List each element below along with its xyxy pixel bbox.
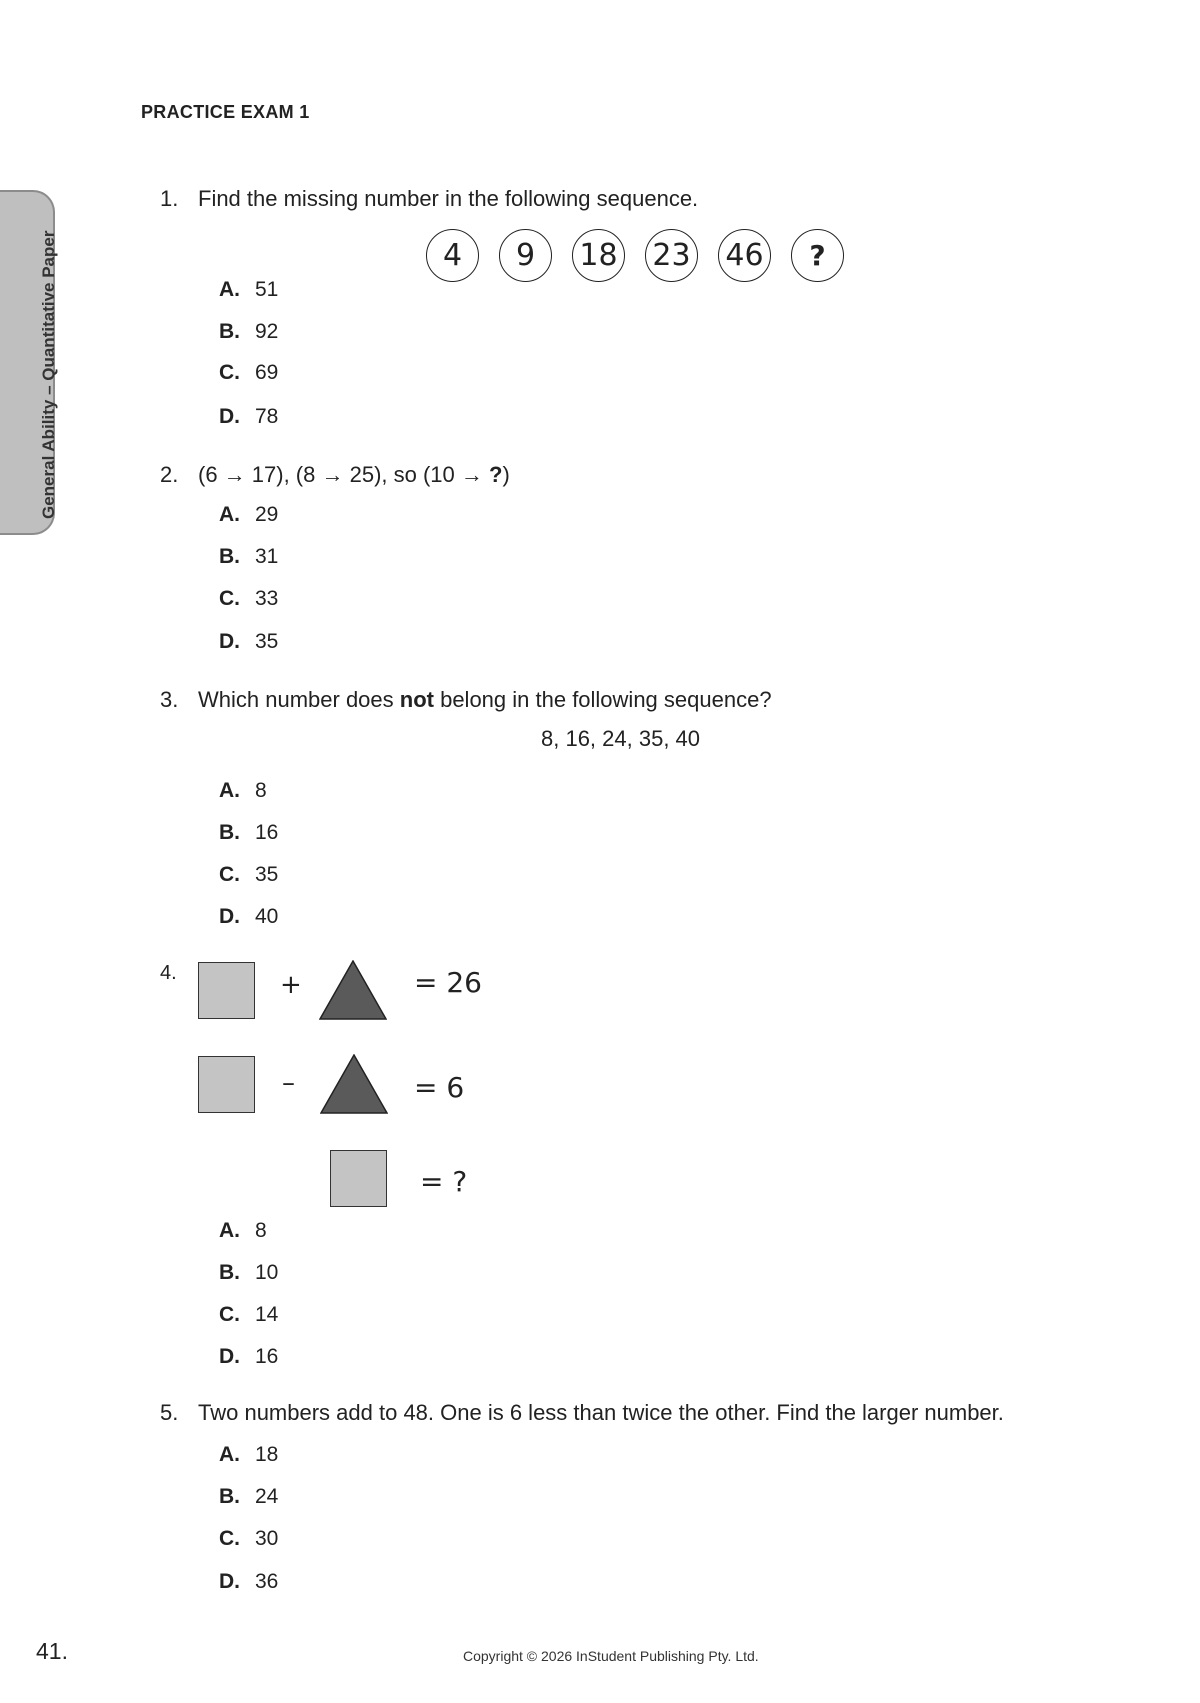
question-text-part: belong in the following sequence?	[433, 687, 772, 712]
question-text: Find the missing number in the following sequence.	[198, 186, 699, 211]
triangle-shape	[320, 1054, 388, 1114]
option-letter: B.	[219, 821, 240, 844]
page-number: 41.	[36, 1638, 68, 1664]
plus-operator: +	[280, 970, 302, 1000]
option-letter: B.	[219, 1261, 240, 1284]
option-a[interactable]	[219, 1219, 267, 1243]
option-letter: B.	[219, 320, 240, 343]
sequence-text: 8, 16, 24, 35, 40	[541, 726, 701, 751]
option-value: 8	[255, 779, 267, 802]
triangle-shape	[319, 960, 387, 1020]
option-value: 16	[255, 1345, 279, 1368]
option-letter: C.	[219, 1303, 240, 1326]
question-text-part: )	[502, 462, 510, 487]
option-c[interactable]	[219, 361, 278, 385]
question-text-bold: ?	[488, 462, 503, 487]
option-value: 8	[255, 1219, 267, 1242]
sequence-circle: 4	[426, 229, 479, 282]
option-value: 33	[255, 587, 279, 610]
minus-operator: –	[282, 1068, 295, 1098]
side-tab-label: General Ability – Quantitative Paper	[39, 230, 58, 519]
question-text	[198, 462, 510, 488]
option-letter: C.	[219, 587, 240, 610]
option-letter: A.	[219, 779, 240, 802]
square-shape	[330, 1150, 387, 1207]
option-letter: C.	[219, 863, 240, 886]
question-text: Two numbers add to 48. One is 6 less than twice the other. Find the larger number.	[198, 1400, 1004, 1425]
question-number: 4.	[160, 962, 177, 984]
option-value: 78	[255, 405, 279, 428]
sequence-circle: 18	[572, 229, 625, 282]
question-text	[198, 687, 772, 713]
equation-result: = 6	[414, 1071, 465, 1104]
copyright-footer: Copyright © 2026 InStudent Publishing Pty. Ltd.	[463, 1648, 759, 1664]
number-sequence	[426, 229, 844, 282]
option-a[interactable]	[219, 503, 278, 527]
question-text-part: Which number does	[198, 687, 400, 712]
option-c[interactable]	[219, 587, 278, 611]
option-a[interactable]	[219, 779, 267, 803]
option-value: 10	[255, 1261, 279, 1284]
square-shape	[198, 962, 255, 1019]
option-value: 16	[255, 821, 279, 844]
option-value: 40	[255, 905, 279, 928]
option-d[interactable]	[219, 630, 278, 654]
option-letter: A.	[219, 278, 240, 301]
option-value: 51	[255, 278, 279, 301]
option-letter: A.	[219, 1443, 240, 1466]
option-c[interactable]	[219, 863, 278, 887]
option-letter: D.	[219, 905, 240, 928]
sequence-circle-missing: ?	[791, 229, 844, 282]
question-number: 5.	[160, 1400, 179, 1425]
option-letter: C.	[219, 361, 240, 384]
question-number: 2.	[160, 462, 179, 487]
option-letter: D.	[219, 405, 240, 428]
option-b[interactable]	[219, 320, 278, 344]
option-letter: B.	[219, 545, 240, 568]
sequence-circle: 46	[718, 229, 771, 282]
page-header: PRACTICE EXAM 1	[141, 102, 310, 122]
option-a[interactable]	[219, 1443, 278, 1467]
equation-result: = ?	[420, 1165, 468, 1198]
option-value: 69	[255, 361, 279, 384]
option-letter: B.	[219, 1485, 240, 1508]
question-text-bold: not	[399, 687, 434, 712]
question-text-part: (6 → 17), (8 → 25), so (10 →	[198, 462, 489, 487]
option-value: 31	[255, 545, 279, 568]
option-letter: C.	[219, 1527, 240, 1550]
option-value: 29	[255, 503, 279, 526]
option-value: 24	[255, 1485, 279, 1508]
question-number: 1.	[160, 186, 179, 211]
option-letter: A.	[219, 1219, 240, 1242]
option-value: 18	[255, 1443, 279, 1466]
option-value: 35	[255, 630, 279, 653]
option-value: 92	[255, 320, 279, 343]
option-b[interactable]	[219, 1261, 278, 1285]
option-value: 30	[255, 1527, 279, 1550]
option-d[interactable]	[219, 405, 278, 429]
option-letter: D.	[219, 1345, 240, 1368]
sequence-circle: 9	[499, 229, 552, 282]
option-d[interactable]	[219, 1570, 278, 1594]
option-letter: D.	[219, 630, 240, 653]
option-a[interactable]	[219, 278, 278, 302]
equation-result: = 26	[414, 966, 482, 999]
option-d[interactable]	[219, 905, 278, 929]
option-d[interactable]	[219, 1345, 278, 1369]
option-value: 14	[255, 1303, 279, 1326]
option-letter: A.	[219, 503, 240, 526]
option-b[interactable]	[219, 821, 278, 845]
square-shape	[198, 1056, 255, 1113]
option-value: 36	[255, 1570, 279, 1593]
option-b[interactable]	[219, 1485, 278, 1509]
option-b[interactable]	[219, 545, 278, 569]
sequence-circle: 23	[645, 229, 698, 282]
option-c[interactable]	[219, 1303, 278, 1327]
question-number: 3.	[160, 687, 179, 712]
option-letter: D.	[219, 1570, 240, 1593]
option-c[interactable]	[219, 1527, 278, 1551]
option-value: 35	[255, 863, 279, 886]
